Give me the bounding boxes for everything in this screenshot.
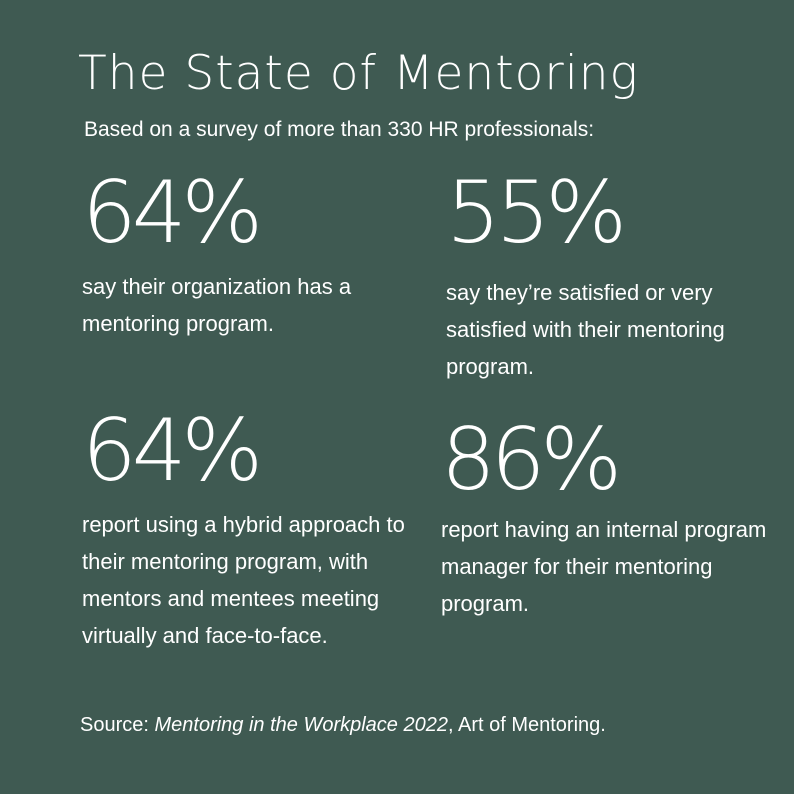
stat-description: report using a hybrid approach to their mentoring program, with mentors and mentees meeting virtually and face-to-face.	[82, 512, 405, 648]
stat-value: 64%	[82, 401, 259, 501]
stat-description: say they’re satisfied or very satisfied with their mentoring program.	[446, 280, 725, 379]
source-publication: Mentoring in the Workplace 2022	[154, 714, 448, 736]
source-citation	[80, 713, 606, 737]
page-subtitle: Based on a survey of more than 330 HR professionals:	[84, 118, 595, 141]
stat-value: 55%	[446, 163, 623, 263]
stat-description: say their organization has a mentoring program.	[82, 274, 352, 336]
stat-card-program-manager	[441, 410, 771, 622]
stat-card-satisfaction	[446, 163, 756, 385]
stat-value: 86%	[441, 410, 618, 510]
stat-description: report having an internal program manager for their mentoring program.	[441, 517, 767, 616]
source-label: Source:	[80, 714, 155, 736]
page-title: The State of Mentoring	[78, 46, 639, 101]
source-publisher: , Art of Mentoring.	[447, 714, 606, 736]
stat-card-organization-program	[82, 163, 412, 342]
stat-value: 64%	[82, 163, 259, 263]
stat-card-hybrid-approach	[82, 401, 412, 654]
